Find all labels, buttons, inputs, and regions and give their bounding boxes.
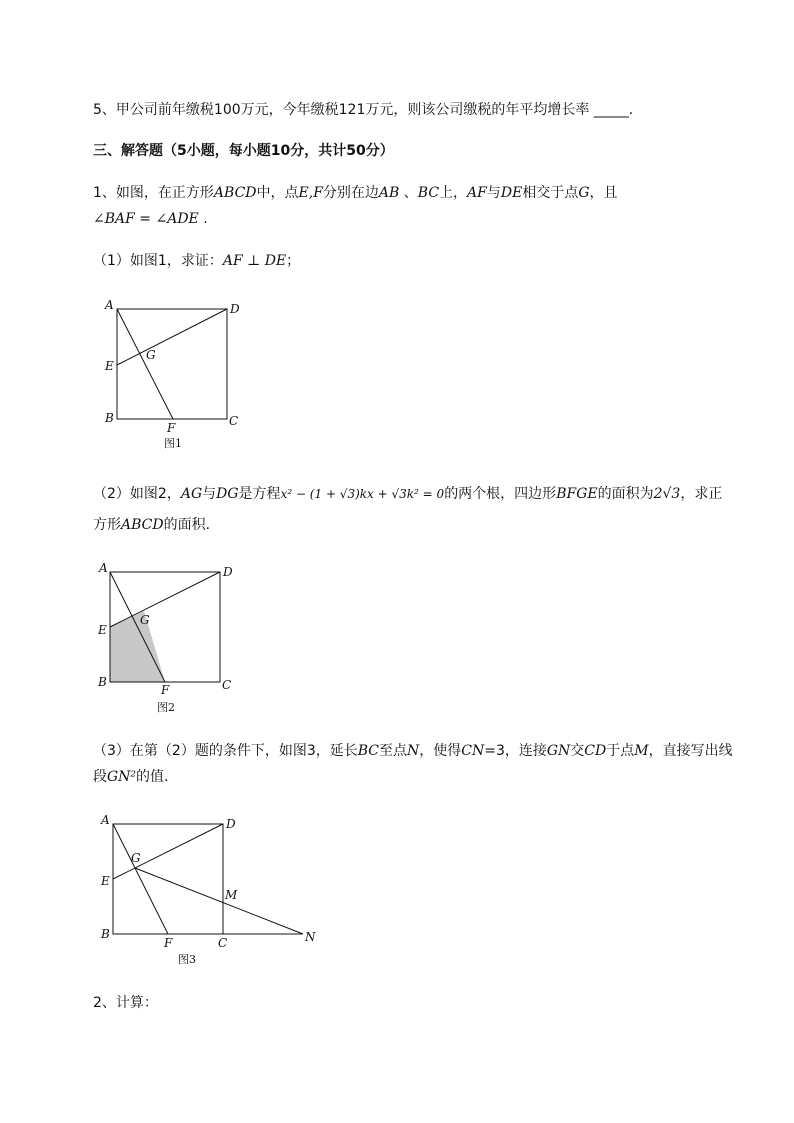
text: 的值． [136,769,179,785]
math: AB [378,185,400,201]
figure-3 [98,812,328,972]
label-m: M [225,888,238,902]
text: （1）如图1，求证： [93,253,223,269]
math: GN [546,743,571,759]
segment-af [117,309,173,419]
figure-2-caption: 图2 [157,701,175,714]
text: 是方程 [238,486,281,502]
text: =3，连接 [484,743,547,759]
question-5 [93,100,633,120]
math: BC [417,185,440,201]
text: 相交于点 [522,185,579,201]
text: 交 [570,743,585,759]
text: ，求正 [680,486,723,502]
problem-1-condition [93,209,208,229]
sub-question-3 [93,741,733,761]
math: 2√3 [653,486,681,502]
segment-de [110,572,220,627]
label-b: B [105,411,114,425]
math: M [634,743,649,759]
section-3-title: 三、解答题（5小题，每小题10分，共计50分） [93,143,394,159]
figure-1 [100,295,250,455]
text: ，使得 [419,743,462,759]
text: 与 [202,486,217,502]
label-g: G [131,851,141,865]
angle-equation: ∠BAF = ∠ADE [93,211,199,227]
text: 与 [486,185,501,201]
label-g: G [146,348,156,362]
math: ABCD [121,517,164,533]
question-5-text: 5、甲公司前年缴税100万元，今年缴税121万元，则该公司缴税的年平均增长率 _____. [93,102,634,118]
text: ，且 [589,185,618,201]
math: CD [584,743,607,759]
text: . [198,211,208,227]
equation: x² − (1 + √3)kx + √3k² = 0 [280,487,445,501]
text: ，直接写出线 [648,743,733,759]
figure-1-caption: 图1 [164,437,182,450]
math: N [407,743,420,759]
label-d: D [226,817,236,831]
square-abcd [113,824,223,934]
label-e: E [101,874,110,888]
text: 中，点 [256,185,299,201]
label-b: B [101,927,110,941]
label-d: D [223,565,233,579]
label-b: B [98,675,107,689]
label-a: A [105,298,114,312]
math: CN [461,743,485,759]
text: 的面积． [163,517,220,533]
math: AF ⊥ DE [222,253,287,269]
sub-question-2 [93,484,722,504]
text: （2）如图2， [93,486,181,502]
math: DE [500,185,523,201]
text: ； [286,253,301,269]
text: 的两个根，四边形 [444,486,557,502]
label-a: A [99,561,108,575]
label-e: E [105,359,114,373]
label-c: C [218,936,228,950]
problem-2 [93,993,158,1013]
label-d: D [230,302,240,316]
segment-af [113,824,168,934]
segment-gn [135,868,303,934]
text: 1、如图，在正方形 [93,185,214,201]
segment-de [113,824,223,879]
math: AG [180,486,203,502]
math: E,F [298,185,323,201]
math: ABCD [213,185,257,201]
math: GN² [107,769,137,785]
math: BC [357,743,379,759]
text: 于点 [606,743,635,759]
figure-3-caption: 图3 [178,953,196,966]
figure-2 [95,560,245,720]
sub-question-3-cont [93,767,178,787]
segment-de [117,309,227,365]
label-a: A [101,813,110,827]
sub-question-1 [93,251,300,271]
shaded-quadrilateral-bfge [110,611,165,682]
label-f: F [161,683,170,697]
section-title [93,141,394,161]
label-e: E [98,623,107,637]
text: （3）在第（2）题的条件下，如图3，延长 [93,743,358,759]
sub-question-2-cont [93,515,220,535]
label-g: G [140,613,150,627]
text: 方形 [93,517,121,533]
label-c: C [222,678,232,692]
problem-2-title: 2、计算： [93,995,158,1011]
text: 段 [93,769,107,785]
label-c: C [229,414,239,428]
text: 的面积为 [597,486,654,502]
text: 上， [439,185,468,201]
math: DG [216,486,239,502]
problem-1-statement [93,183,618,203]
label-f: F [167,421,176,435]
square-abcd [117,309,227,419]
text: 分别在边 [322,185,379,201]
math: AF [467,185,487,201]
label-n: N [305,930,316,944]
label-f: F [164,936,173,950]
text: 至点 [379,743,407,759]
math: BFGE [556,486,598,502]
text: 、 [399,185,418,201]
math: G [578,185,590,201]
